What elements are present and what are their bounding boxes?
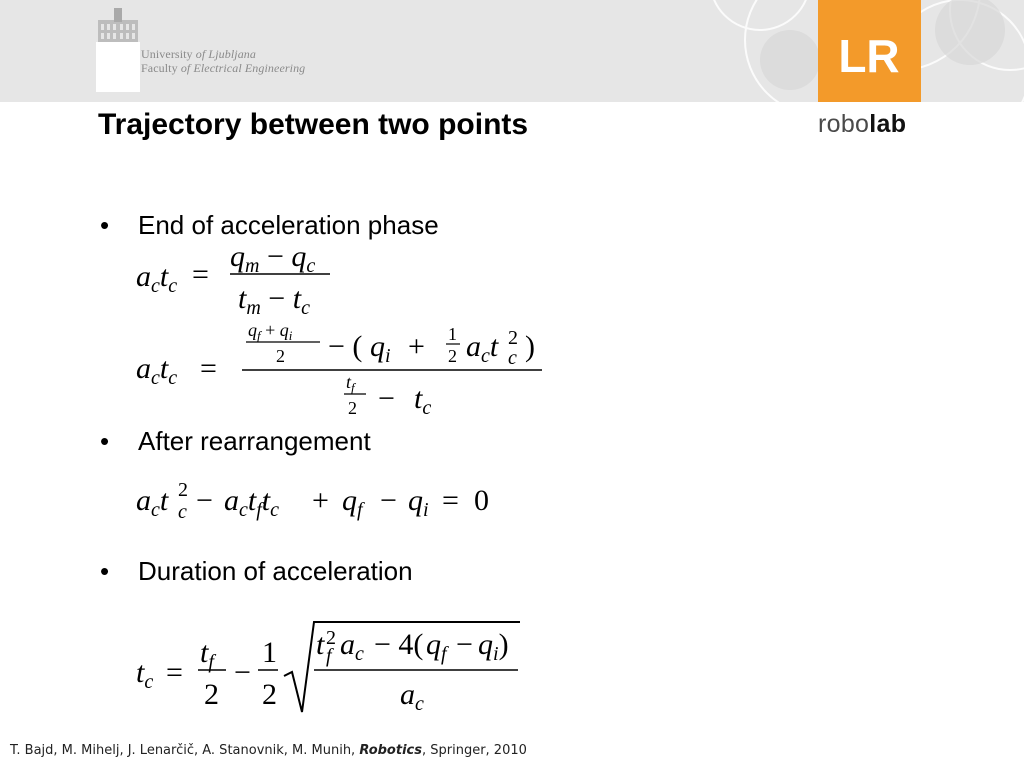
header-band bbox=[0, 0, 1024, 102]
svg-text:qi: $q_i$ bbox=[370, 330, 391, 367]
equation-3 bbox=[130, 472, 510, 532]
university-name: University of Ljubljana Faculty of Electrical Engineering bbox=[141, 47, 306, 75]
svg-text:−: − bbox=[234, 656, 251, 689]
svg-text:2: 2 bbox=[348, 398, 357, 418]
svg-text:0: 0 bbox=[474, 484, 489, 517]
svg-text:actc: $a_ct_c$ bbox=[136, 352, 178, 389]
svg-text:c: c bbox=[178, 501, 187, 523]
robolab-logo: robolab bbox=[818, 110, 907, 138]
svg-text:tf: $t_f$ bbox=[346, 372, 355, 395]
bullet-dot: • bbox=[100, 210, 110, 240]
svg-text:− 4(: − 4( bbox=[374, 628, 424, 661]
svg-text:qi): $q_i$) bbox=[478, 628, 509, 665]
equation-4 bbox=[130, 614, 530, 720]
svg-text:act: $a_ct$ bbox=[136, 484, 169, 521]
bullet-text: Duration of acceleration bbox=[138, 556, 413, 586]
svg-text:t: t bbox=[316, 628, 325, 661]
svg-text:2: 2 bbox=[276, 346, 285, 366]
svg-text:): ) bbox=[525, 330, 535, 363]
svg-text:tm − tc: $t_m - t_c$ bbox=[238, 282, 310, 318]
svg-text:2: 2 bbox=[508, 327, 518, 349]
svg-text:actftc: $a_ct_ft_c$ bbox=[224, 484, 280, 521]
svg-text:qi: $q_i$ bbox=[408, 484, 429, 521]
lr-logo bbox=[818, 0, 921, 102]
svg-text:LR: LR bbox=[838, 30, 900, 82]
svg-text:1: 1 bbox=[448, 324, 457, 344]
svg-text:2: 2 bbox=[178, 479, 188, 501]
lr-logo-mark bbox=[818, 0, 921, 102]
bullet-dot: • bbox=[100, 426, 110, 456]
svg-text:−: − bbox=[456, 628, 473, 661]
svg-text:actc: $a_ct_c$ bbox=[136, 260, 178, 297]
svg-text:tc: $t_c$ bbox=[136, 656, 154, 693]
equation-2 bbox=[130, 316, 560, 420]
svg-text:2: 2 bbox=[326, 627, 336, 649]
svg-text:tc: $t_c$ bbox=[414, 382, 432, 419]
svg-text:=: = bbox=[200, 352, 217, 385]
bullet-dot: • bbox=[100, 556, 110, 586]
svg-text:ac: $a_c$ bbox=[400, 678, 424, 715]
svg-text:2: 2 bbox=[204, 678, 219, 711]
svg-text:−: − bbox=[378, 382, 395, 415]
svg-text:=: = bbox=[442, 484, 459, 517]
svg-text:qm − qc: $q_m - q_c$ bbox=[230, 240, 316, 277]
slide-title: Trajectory between two points bbox=[98, 108, 529, 141]
equation-1 bbox=[130, 238, 350, 318]
bullet-duration-of-acceleration bbox=[100, 556, 413, 587]
bullet-after-rearrangement bbox=[100, 426, 371, 457]
svg-text:qf: $q_f$ bbox=[342, 484, 363, 521]
svg-text:f: f bbox=[326, 645, 332, 667]
svg-text:tf: $t_f$ bbox=[200, 636, 214, 673]
svg-text:+: + bbox=[312, 484, 329, 517]
svg-text:2: 2 bbox=[262, 678, 277, 711]
svg-text:act: $a_ct$ bbox=[466, 330, 499, 367]
svg-text:− (: − ( bbox=[328, 330, 363, 363]
svg-text:qf: $q_f$ bbox=[426, 628, 447, 665]
svg-text:=: = bbox=[166, 656, 183, 689]
svg-text:1: 1 bbox=[262, 636, 277, 669]
bullet-text: After rearrangement bbox=[138, 426, 371, 456]
svg-text:c: c bbox=[508, 347, 517, 369]
citation-footer: T. Bajd, M. Mihelj, J. Lenarčič, A. Stanovnik, M. Munih, Robotics, Springer, 2010 bbox=[10, 743, 527, 758]
bullet-text: End of acceleration phase bbox=[138, 210, 439, 240]
svg-text:−: − bbox=[380, 484, 397, 517]
university-building-logo bbox=[96, 6, 140, 92]
svg-text:ac: $a_c$ bbox=[340, 628, 364, 665]
svg-text:2: 2 bbox=[448, 346, 457, 366]
svg-text:=: = bbox=[192, 258, 209, 291]
svg-text:+: + bbox=[408, 330, 425, 363]
svg-text:−: − bbox=[196, 484, 213, 517]
bullet-end-of-acceleration bbox=[100, 210, 439, 241]
svg-text:qf + qi: $q_f + q_i$ bbox=[248, 320, 293, 343]
